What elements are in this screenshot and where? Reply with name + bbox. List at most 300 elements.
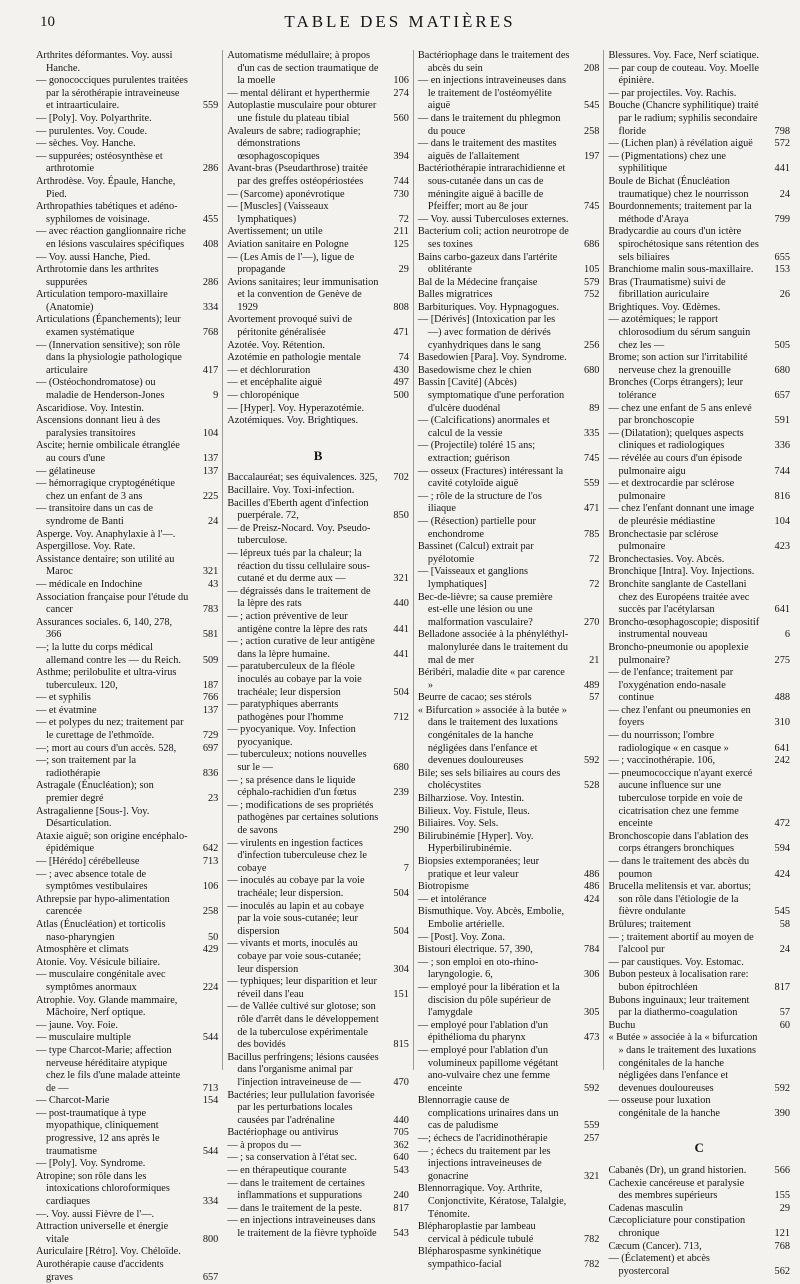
index-entry	[36, 806, 218, 831]
index-entry	[608, 503, 790, 528]
entry-page-number: 471	[583, 503, 600, 515]
index-entry	[418, 440, 600, 465]
entry-page-number: 211	[393, 226, 409, 238]
entry-page-number: 240	[393, 1190, 409, 1202]
entry-page-number: 504	[393, 686, 409, 698]
entry-text: Bassinet (Calcul) extrait par pyélotomie	[417, 541, 534, 565]
index-entry	[418, 491, 600, 516]
index-entry	[418, 566, 600, 591]
index-entry	[608, 642, 790, 667]
entry-text: Articulations (Épanchements); leur examen systématique	[36, 314, 181, 339]
index-entry	[418, 466, 600, 491]
index-entry	[418, 957, 600, 982]
index-entry	[608, 1032, 790, 1095]
index-entry	[418, 516, 600, 541]
index-entry	[418, 1221, 600, 1246]
index-entry	[36, 289, 218, 314]
index-entry	[36, 113, 218, 126]
entry-page-number: 408	[202, 238, 219, 250]
index-entry	[608, 226, 790, 264]
index-entry	[227, 498, 409, 523]
index-entry	[36, 151, 218, 176]
index-entry	[36, 969, 218, 994]
index-entry	[608, 1020, 790, 1033]
entry-page-number: 594	[774, 843, 790, 855]
entry-text: — pneumococcique n'ayant exercé aucune influence sur une tuberculose torpide en voie de cicatrisation chez une femme enceinte	[608, 767, 753, 830]
index-entry	[36, 919, 218, 944]
index-entry	[227, 88, 409, 101]
entry-page-number: 559	[583, 478, 600, 490]
entry-text: — à propos du —	[227, 1139, 302, 1151]
entry-text: Azotée. Voy. Rétention.	[227, 339, 325, 351]
entry-page-number: 579	[583, 276, 600, 288]
index-entry	[36, 138, 218, 151]
entry-page-number: 60	[779, 1019, 790, 1031]
entry-page-number: 441	[774, 163, 790, 175]
entry-page-number: 286	[202, 163, 219, 175]
entry-page-number: 440	[393, 598, 409, 610]
entry-text: — transitoire dans un cas de syndrome de Banti	[36, 503, 153, 527]
entry-text: Cabanès (Dr), un grand historien.	[608, 1165, 747, 1177]
entry-text: — ; vaccinothérapie. 106,	[608, 755, 716, 767]
index-entry	[608, 264, 790, 277]
entry-page-number: 729	[202, 730, 219, 742]
entry-text: — dans le traitement du phlegmon du pouce	[417, 112, 561, 137]
entry-page-number: 566	[774, 1165, 790, 1177]
entry-text: Azotémie en pathologie mentale	[227, 352, 361, 364]
entry-text: Bouche (Chancre syphilitique) traité par le radium; syphilis secondaire floride	[608, 100, 759, 137]
entry-page-number: 544	[202, 1032, 219, 1044]
index-entry	[418, 629, 600, 667]
entry-page-number: 104	[774, 515, 790, 527]
entry-text: Biopsies extemporanées; leur pratique et leur valeur	[417, 856, 540, 880]
entry-page-number: 137	[202, 453, 219, 464]
index-entry	[227, 472, 409, 485]
index-column-2	[222, 50, 413, 1240]
entry-page-number: 106	[202, 881, 219, 893]
index-entry	[227, 1127, 409, 1140]
index-entry	[418, 932, 600, 945]
entry-text: — ; rôle de la structure de l'os iliaque	[417, 490, 542, 515]
entry-page-number: 155	[774, 1190, 790, 1202]
entry-page-number: 151	[393, 988, 409, 1000]
index-entry	[608, 1203, 790, 1216]
entry-page-number: 441	[393, 623, 409, 635]
entry-page-number: 559	[583, 1120, 600, 1132]
entry-text: Bronchoscopie dans l'ablation des corps étrangers bronchiques	[608, 830, 749, 855]
index-entry	[608, 138, 790, 151]
entry-text: — gélatineuse	[36, 465, 96, 477]
entry-text: — chez une enfant de 5 ans enlevé par bronchoscopie	[608, 402, 752, 427]
entry-text: Avertissement; un utile	[227, 226, 323, 238]
entry-text: — (Les Amis de l'—), ligue de propagande	[227, 251, 355, 276]
entry-page-number: 509	[202, 654, 219, 666]
entry-page-number: 686	[583, 238, 600, 250]
entry-text: — mental délirant et hyperthermie	[227, 87, 370, 99]
entry-text: Cæcum (Cancer). 713,	[608, 1240, 702, 1252]
index-entry	[227, 1215, 409, 1240]
entry-page-number: 486	[583, 881, 600, 893]
entry-text: Beurre de cacao; ses stérols	[417, 692, 532, 704]
entry-text: — [Hérédo] cérébelleuse	[36, 856, 140, 867]
index-entry	[418, 768, 600, 793]
entry-page-number: 29	[398, 264, 409, 276]
index-entry	[227, 352, 409, 365]
index-entry	[36, 705, 218, 718]
entry-text: Bronchique [Intra]. Voy. Injections.	[608, 566, 755, 578]
index-entry	[418, 1146, 600, 1184]
index-entry	[418, 302, 600, 315]
entry-page-number: 429	[202, 944, 219, 956]
entry-page-number: 745	[583, 201, 600, 213]
index-entry	[608, 1253, 790, 1278]
entry-page-number: 424	[583, 893, 600, 905]
index-entry	[227, 390, 409, 403]
entry-text: Bactériophage dans le traitement des abcès du sein	[417, 50, 570, 74]
index-entry	[418, 75, 600, 113]
index-entry	[227, 189, 409, 202]
index-columns	[32, 50, 794, 1283]
index-entry	[227, 485, 409, 498]
entry-page-number: 321	[583, 1170, 600, 1182]
entry-page-number: 505	[774, 339, 790, 351]
index-entry	[227, 1001, 409, 1051]
entry-page-number: 697	[202, 742, 219, 754]
entry-text: Blennorragie cause de complications urinaires dans un cas de paludisme	[417, 1095, 559, 1132]
entry-text: — médicale en Indochine	[36, 578, 143, 590]
entry-page-number: 258	[583, 125, 600, 137]
index-entry	[227, 1178, 409, 1203]
entry-text: Baccalauréat; ses équivalences. 325,	[227, 472, 378, 484]
entry-page-number: 768	[774, 1240, 790, 1252]
entry-text: — Voy. aussi Tuberculoses externes.	[417, 213, 569, 225]
index-entry	[418, 881, 600, 894]
entry-text: — osseuse pour luxation congénitale de la hanche	[608, 1095, 720, 1119]
entry-text: — en injections intraveineuses dans le traitement de l'ostéomyélite aiguë	[417, 75, 566, 112]
index-entry	[418, 214, 600, 227]
entry-text: Ascaridiose. Voy. Intestin.	[36, 402, 144, 414]
index-entry	[36, 717, 218, 742]
index-entry	[418, 352, 600, 365]
entry-text: Bilharziose. Voy. Intestin.	[417, 793, 525, 805]
index-entry	[418, 592, 600, 630]
entry-text: Bactériophage ou antivirus	[227, 1127, 339, 1139]
entry-page-number: 137	[202, 704, 219, 716]
entry-page-number: 592	[583, 1082, 600, 1094]
entry-page-number: 441	[393, 648, 409, 660]
entry-text: — ; traitement abortif au moyen de l'alcool pur	[608, 931, 754, 956]
entry-text: Bubons inguinaux; leur traitement par la diathermo-coagulation	[608, 994, 750, 1019]
index-entry	[608, 969, 790, 994]
entry-page-number: 641	[774, 604, 790, 616]
entry-page-number: 334	[202, 301, 219, 313]
entry-page-number: 472	[774, 818, 790, 830]
index-entry	[36, 201, 218, 226]
index-entry	[227, 126, 409, 164]
index-entry	[418, 1020, 600, 1045]
entry-text: Brucella melitensis et var. abortus; son rôle dans l'étiologie de la fièvre ondulante	[608, 881, 752, 918]
entry-text: — Charcot-Marie	[36, 1095, 110, 1107]
entry-page-number: 89	[589, 402, 600, 414]
index-entry	[227, 875, 409, 900]
entry-text: — de Vallée cultivé sur glotose; son rôle d'arrêt dans le développement de la tuberculose expérimentale des bovidés	[227, 1001, 379, 1051]
entry-page-number: 187	[202, 679, 219, 691]
entry-text: Bactériothérapie intrarachidienne et sous-cutanée dans un cas de méningite aiguë à bacille de Pfeiffer; mort au 8e jour	[417, 163, 566, 213]
index-entry	[227, 377, 409, 390]
index-entry	[418, 705, 600, 768]
index-entry	[418, 252, 600, 277]
index-entry	[608, 730, 790, 755]
index-entry	[36, 1171, 218, 1209]
entry-page-number: 362	[393, 1139, 409, 1151]
entry-text: — par coup de couteau. Voy. Moelle épinière.	[608, 62, 759, 87]
entry-text: Atrophie. Voy. Glande mammaire, Mâchoire, Nerf optique.	[36, 994, 178, 1019]
index-entry	[227, 611, 409, 636]
index-entry	[608, 151, 790, 176]
index-entry	[608, 428, 790, 453]
index-entry	[418, 856, 600, 881]
entry-text: — (Ostéochondromatose) ou maladie de Henderson-Jones	[36, 377, 165, 402]
index-entry	[227, 50, 409, 88]
entry-text: — sèches. Voy. Hanche.	[36, 138, 136, 150]
page-title: TABLE DES MATIÈRES	[284, 12, 516, 31]
index-entry	[418, 818, 600, 831]
entry-page-number: 394	[393, 150, 409, 162]
index-entry	[608, 1165, 790, 1178]
entry-text: — [Dérivés] (Intoxication par les —) avec formation de dérivés cyanhydriques dans le sang	[417, 314, 556, 351]
entry-text: Blessures. Voy. Face, Nerf sciatique.	[608, 50, 759, 61]
index-entry	[418, 50, 600, 75]
entry-text: —; son traitement par la radiothérapie	[36, 755, 137, 779]
index-entry	[36, 466, 218, 479]
entry-text: — (Lichen plan) à révélation aiguë	[608, 138, 753, 150]
entry-text: Cæcopliciature pour constipation chronique	[608, 1215, 746, 1240]
entry-page-number: 752	[583, 289, 600, 301]
entry-page-number: 105	[583, 264, 600, 276]
entry-page-number: 72	[398, 213, 409, 225]
index-entry	[227, 365, 409, 378]
entry-page-number: 680	[393, 762, 409, 774]
index-entry	[608, 314, 790, 352]
index-entry	[227, 901, 409, 939]
index-entry	[227, 403, 409, 416]
entry-page-number: 702	[393, 472, 409, 484]
entry-page-number: 642	[202, 843, 219, 855]
entry-text: — employé pour l'ablation d'un volumineux papillome végétant ano-vulvaire chez une femme enceinte	[417, 1044, 559, 1094]
index-entry	[36, 264, 218, 289]
entry-text: Articulation temporo-maxillaire (Anatomie)	[36, 289, 168, 313]
index-entry	[418, 277, 600, 290]
entry-page-number: 543	[393, 1165, 409, 1177]
entry-page-number: 21	[589, 654, 600, 666]
entry-page-number: 592	[583, 755, 600, 767]
entry-page-number: 258	[202, 906, 219, 918]
entry-text: — ; action préventive de leur antigène contre la lèpre des rats	[227, 610, 368, 635]
entry-page-number: 471	[393, 327, 409, 339]
index-entry	[36, 831, 218, 856]
entry-text: Cachexie cancéreuse et paralysie des membres supérieurs	[608, 1177, 745, 1202]
entry-text: Bronches (Corps étrangers); leur tolérance	[608, 377, 744, 402]
entry-text: — par caustiques. Voy. Estomac.	[608, 956, 744, 968]
entry-text: — en thérapeutique courante	[227, 1165, 347, 1177]
entry-text: — et déchloruration	[227, 364, 311, 376]
index-entry	[36, 667, 218, 692]
entry-text: Bilieux. Voy. Fistule, Ileus.	[417, 805, 530, 817]
entry-page-number: 321	[393, 573, 409, 585]
entry-page-number: 224	[202, 981, 219, 993]
entry-page-number: 430	[393, 364, 409, 376]
entry-page-number: 785	[583, 528, 600, 540]
index-entry	[36, 1095, 218, 1108]
index-entry	[36, 1246, 218, 1259]
entry-text: — azotémiques; le rapport chlorosodium du sérum sanguin chez les —	[608, 314, 751, 351]
entry-page-number: 29	[779, 1202, 790, 1214]
entry-page-number: 242	[774, 755, 790, 767]
index-entry	[36, 1032, 218, 1045]
entry-text: Bacterium coli; action neurotrope de ses toxines	[417, 226, 569, 250]
index-entry	[36, 1045, 218, 1095]
index-entry	[608, 100, 790, 138]
entry-text: Balles migratrices	[417, 289, 493, 301]
entry-page-number: 592	[774, 1082, 790, 1094]
entry-page-number: 545	[583, 100, 600, 112]
entry-page-number: 640	[393, 1152, 409, 1164]
entry-text: —; échecs de l'acridinothérapie	[417, 1133, 548, 1145]
entry-page-number: 782	[583, 1233, 600, 1245]
entry-text: — (Innervation sensitive); son rôle dans la physiologie pathologique articulaire	[36, 339, 182, 376]
entry-text: — employé pour la libération et la discision du pôle supérieur de l'amygdale	[417, 981, 560, 1019]
entry-page-number: 730	[393, 188, 409, 200]
entry-page-number: 745	[583, 453, 600, 464]
entry-text: — [Poly]. Voy. Polyarthrite.	[36, 112, 152, 124]
index-entry	[608, 1241, 790, 1254]
entry-page-number: 334	[202, 1196, 219, 1208]
entry-text: —; la lutte du corps médical allemand contre les — du Reich.	[36, 641, 181, 666]
entry-page-number: 305	[583, 1007, 600, 1019]
index-entry	[608, 50, 790, 63]
index-entry	[36, 1020, 218, 1033]
entry-text: — (Pigmentations) chez une syphilitique	[608, 150, 726, 175]
index-entry	[608, 1215, 790, 1240]
index-entry	[608, 277, 790, 302]
entry-page-number: 455	[202, 213, 219, 225]
entry-page-number: 744	[774, 465, 790, 477]
entry-text: — inoculés au cobaye par la voie trachéale; leur dispersion.	[227, 875, 365, 899]
entry-page-number: 43	[208, 578, 219, 590]
entry-text: — employé pour l'ablation d'un épithélioma du pharynx	[417, 1019, 548, 1044]
entry-text: — (Projectile) toléré 15 ans; extraction; guérison	[417, 440, 536, 464]
index-entry	[608, 768, 790, 831]
index-entry	[227, 100, 409, 125]
entry-text: Atonie. Voy. Vésicule biliaire.	[36, 956, 161, 968]
entry-page-number: 850	[393, 510, 409, 522]
entry-page-number: 23	[208, 793, 219, 805]
index-entry	[418, 1183, 600, 1221]
entry-text: — chloropénique	[227, 390, 300, 402]
index-entry	[418, 289, 600, 302]
index-entry	[418, 667, 600, 692]
index-entry	[227, 800, 409, 838]
entry-page-number: 72	[589, 553, 600, 565]
entry-text: Aurothérapie cause d'accidents graves	[36, 1259, 164, 1283]
entry-text: — dans le traitement de certaines inflammations et suppurations	[227, 1177, 365, 1202]
entry-text: Biotropisme	[417, 881, 469, 893]
entry-page-number: 486	[583, 868, 600, 880]
entry-page-number: 423	[774, 541, 790, 553]
index-entry	[36, 869, 218, 894]
entry-page-number: 9	[213, 390, 219, 402]
index-entry	[36, 478, 218, 503]
index-entry	[36, 617, 218, 642]
entry-text: Brûlures; traitement	[608, 918, 692, 930]
entry-text: Bacillus perfringens; lésions causées dans l'organisme animal par l'injection intraveineuse de —	[227, 1051, 379, 1088]
index-entry	[227, 340, 409, 353]
entry-text: Bile; ses sels biliaires au cours des cholécystites	[417, 767, 561, 792]
entry-page-number: 24	[208, 515, 219, 527]
entry-page-number: 286	[202, 276, 219, 288]
entry-text: Ascite; hernie ombilicale étranglée au cours d'une	[36, 440, 180, 464]
entry-text: Arthrites déformantes. Voy. aussi Hanche.	[36, 50, 173, 74]
index-entry	[418, 1045, 600, 1095]
index-entry	[36, 529, 218, 542]
section-letter: B	[313, 447, 323, 463]
entry-text: — dans le traitement de la peste.	[227, 1202, 362, 1214]
entry-page-number: 274	[393, 87, 409, 99]
index-entry	[608, 856, 790, 881]
index-entry	[36, 415, 218, 440]
entry-text: — type Charcot-Marie; affection nerveuse héréditaire atypique chez le fils d'une malade atteinte de —	[36, 1044, 181, 1094]
entry-page-number: 72	[589, 578, 600, 590]
entry-text: — [Post]. Voy. Zona.	[417, 931, 505, 943]
index-entry	[608, 88, 790, 101]
entry-page-number: 106	[393, 75, 409, 87]
entry-text: — [Vaisseaux et ganglions lymphatiques]	[417, 566, 528, 590]
index-entry	[36, 377, 218, 402]
entry-text: Belladone associée à la phényléthyl-malonylurée dans le traitement du mal de mer	[417, 629, 569, 666]
index-entry	[418, 541, 600, 566]
index-entry	[608, 705, 790, 730]
entry-text: Blennorragique. Voy. Arthrite, Conjonctivite, Kératose, Talalgie, Ténomite.	[417, 1183, 567, 1220]
index-entry	[608, 478, 790, 503]
entry-text: Bilirubinémie [Hyper]. Voy. Hyperbilirubinémie.	[417, 830, 534, 855]
entry-text: — [Muscles] (Vaisseaux lymphatiques)	[227, 201, 329, 225]
index-entry	[227, 838, 409, 876]
entry-page-number: 7	[403, 862, 409, 874]
index-entry	[36, 579, 218, 592]
index-entry	[227, 976, 409, 1001]
entry-page-number: 680	[774, 364, 790, 376]
index-entry	[418, 894, 600, 907]
entry-text: — dégraissés dans le traitement de la lèpre des rats	[227, 585, 371, 610]
entry-page-number: 125	[393, 238, 409, 250]
index-entry	[36, 692, 218, 705]
entry-page-number: 225	[202, 490, 219, 502]
index-entry	[608, 176, 790, 201]
entry-text: Bronchectasies. Voy. Abcès.	[608, 553, 725, 565]
index-entry	[36, 403, 218, 416]
index-entry	[227, 724, 409, 749]
index-entry	[608, 755, 790, 768]
entry-page-number: 390	[774, 1107, 790, 1119]
entry-page-number: 470	[393, 1076, 409, 1088]
index-entry	[608, 957, 790, 970]
entry-text: — (Sarcome) aponévrotique	[227, 188, 345, 200]
index-entry	[36, 944, 218, 957]
index-entry	[36, 554, 218, 579]
entry-text: « Bifurcation » associée à la butée » dans le traitement des luxations congénitales de la hanche négligées dans l'enfance et devenues douloureuses	[417, 704, 567, 767]
entry-page-number: 270	[583, 616, 600, 628]
index-entry	[36, 503, 218, 528]
